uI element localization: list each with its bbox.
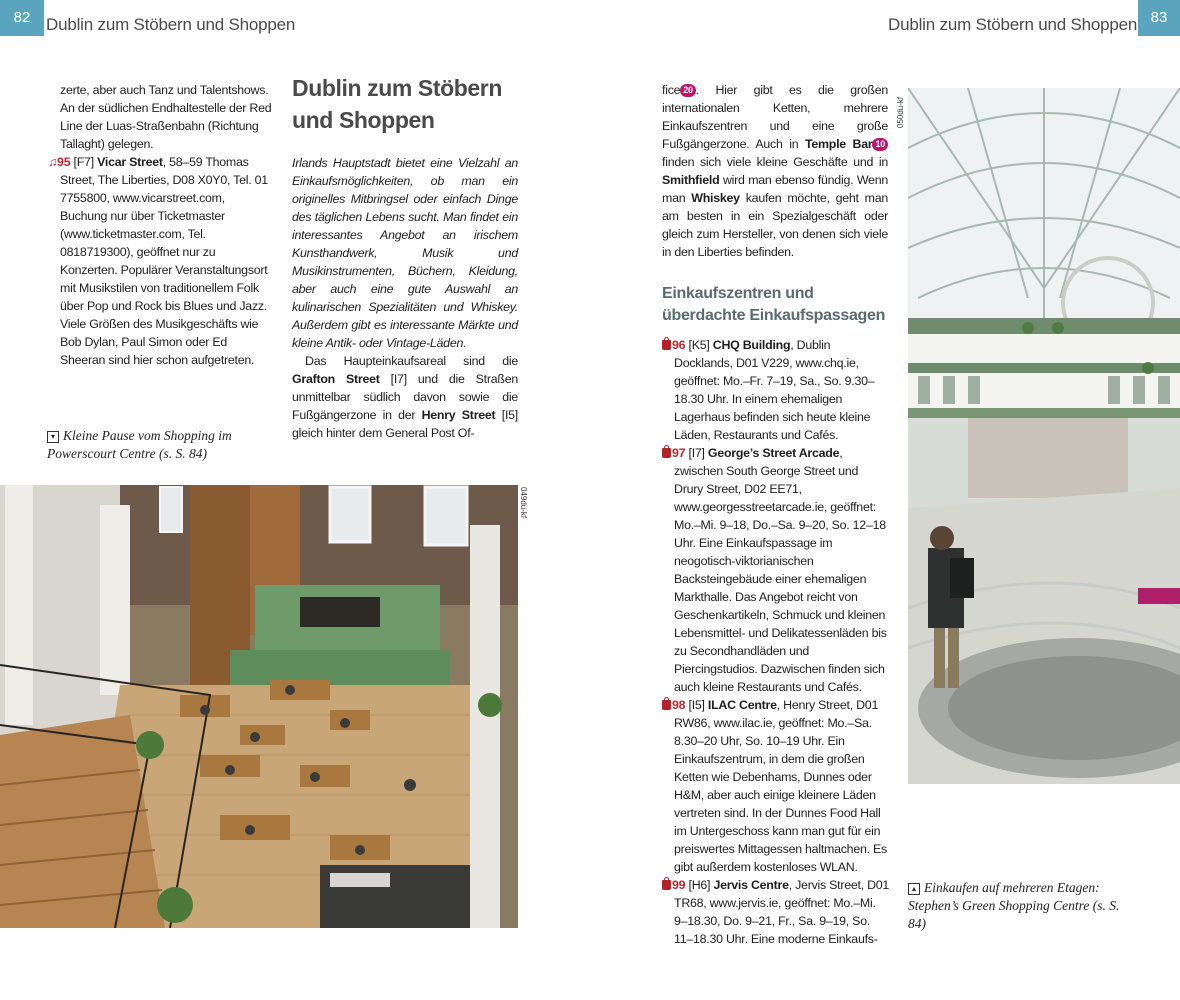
grafton-street: Grafton Street	[292, 372, 380, 386]
entry-number: 95	[57, 155, 71, 169]
right-column-1	[662, 81, 888, 261]
list-item	[662, 876, 890, 948]
entry-grid: [H6]	[688, 878, 711, 892]
shopping-bag-icon	[662, 340, 671, 350]
entry-name: Vicar Street	[97, 155, 163, 169]
photo-credit-left: 049du-kf	[519, 487, 528, 519]
entry-text: , 58–59 Thomas Street, The Liberties, D08 X0Y0, Tel. 01 7755800, www.vicarstreet.com, Buchung nur über Ticketmaster (www.ticketmaster.com, Tel. 0818719300), geöffnet nur zu Konzerten. Populärer Veranstaltungsort mit Musikstilen von traditionellem Folk über Pop und Rock bis Blues und Jazz. Viele Größen des Musikgeschäfts wie Bob Dylan, Paul Simon oder Ed Sheeran sind hier schon aufgetreten.	[60, 155, 268, 367]
list-item	[662, 696, 890, 876]
body-d: [I5] gleich hinter dem General Post Of-	[292, 408, 518, 440]
entry-text: , Henry Street, D01 RW86, www.ilac.ie, geöffnet: Mo.–Sa. 8.30–20 Uhr, So. 10–19 Uhr. Ein Einkaufszentrum, in dem die großen Ketten wie Debenhams, Dunnes oder H&M, aber auch einige kleinere Läden vertreten sind. In der Dunnes Food Hall im Untergeschoss kann man gut für ein preiswertes Mittagessen haltmachen. Es gibt außerdem kostenloses WLAN.	[674, 698, 887, 874]
body-a: Das Haupteinkaufsareal sind die	[305, 354, 518, 368]
body-paragraph	[292, 352, 518, 442]
entry-number: 96	[672, 338, 686, 352]
caption-right-text: Einkaufen auf mehreren Etagen: Stephen’s Green Shopping Centre (s. S. 84)	[908, 880, 1120, 931]
list-item	[662, 444, 890, 696]
entry-text: , Dublin Docklands, D01 V229, www.chq.ie, geöffnet: Mo.–Fr. 7–19, Sa., So. 9.30–18.30 Uhr. In einem ehemaligen Lagerhaus befinden sich heute kleine Läden, Restaurants und Cafés.	[674, 338, 875, 442]
p1-d: wird man ebenso fündig. Wenn man	[662, 173, 888, 205]
entry-grid: [F7]	[73, 155, 94, 169]
left-column-1	[48, 81, 274, 369]
sight-badge-10: 10	[872, 138, 888, 151]
entry-name: ILAC Centre	[707, 698, 777, 712]
continuation-text: zerte, aber auch Tanz und Talentshows. An der südlichen Endhaltestelle der Red Line der Luas-Straßenbahn (Richtung Tallaght) gelegen.	[60, 83, 272, 151]
right-column-entries	[662, 336, 890, 948]
left-column-2	[292, 154, 518, 442]
running-head-right: Dublin zum Stöbern und Shoppen	[888, 15, 1138, 34]
entry-name: George’s Street Arcade	[707, 446, 840, 460]
arrow-down-box-icon: ▾	[47, 431, 59, 443]
caption-right	[908, 879, 1128, 933]
section-title-line-2: und Shoppen	[292, 107, 435, 133]
caption-left-text: Kleine Pause vom Shopping im Powerscourt Centre (s. S. 84)	[47, 428, 232, 461]
caption-left	[47, 427, 247, 463]
entry-95	[48, 153, 274, 369]
entry-text: , zwischen South George Street und Drury Street, D02 EE71, www.georgesstreetarcade.ie, geöffnet: Mo.–Mi. 9–18, Do.–Sa. 9–20, So. 12–18 Uhr. Eine Einkaufspassage im neogotisch-viktorianischen Backsteingebäude einer ehemaligen Markthalle. Das Angebot reicht von Geschenkartikeln, Schmuck und kleinen Lebensmittel- und Delikatessenläden bis zu Secondhandläden und Piercingstudios. Dazwischen finden sich auch kleine Restaurants und Cafés.	[674, 446, 887, 694]
body-c: [I7] und die Straßen unmittelbar südlich davon sowie die Fußgängerzone in der	[292, 372, 518, 422]
sight-badge-20: 20	[680, 84, 696, 97]
section-title-line-1: Dublin zum Stöbern	[292, 75, 503, 101]
music-venue-icon: ♫	[48, 155, 58, 169]
subheading-shopping-centres	[662, 283, 902, 327]
intro-continuation	[662, 81, 888, 261]
entry-text: , Jervis Street, D01 TR68, www.jervis.ie, geöffnet: Mo.–Mi. 9–18.30, Do. 9–21, Fr., Sa. 9–19, So. 11–18.30 Uhr. Eine moderne Einkaufs-	[674, 878, 890, 946]
page-number-left: 82	[0, 0, 44, 36]
photo-stephens-green-centre	[908, 88, 1180, 784]
entry-grid: [I7]	[688, 446, 705, 460]
entry-name: CHQ Building	[712, 338, 791, 352]
page-number-right: 83	[1138, 0, 1180, 36]
shopping-bag-icon	[662, 700, 671, 710]
entry-name: Jervis Centre	[713, 878, 789, 892]
entry-number: 97	[672, 446, 686, 460]
temple-bar: Temple Bar	[804, 137, 873, 151]
subheading-line-1: Einkaufszentren und	[662, 285, 814, 302]
entry-grid: [K5]	[688, 338, 710, 352]
p1-e: kaufen möchte, geht man am besten in ein Spezialgeschäft oder gleich zum Hersteller, von denen sich viele in den Liberties befinden.	[662, 191, 888, 259]
running-head-left: Dublin zum Stöbern und Shoppen	[46, 15, 296, 34]
photo-powerscourt-centre	[0, 485, 518, 928]
photo-credit-right: 050du-kf	[896, 96, 905, 128]
whiskey: Whiskey	[691, 191, 740, 205]
intro-text: Irlands Hauptstadt bietet eine Vielzahl an Einkaufsmöglichkeiten, ob man ein originelles Mitbringsel oder einfach Dinge des täglichen Lebens sucht. Man findet ein interessantes Angebot an irischem Kunsthandwerk, Musik und Musikinstrumenten, Büchern, Kleidung, aber auch eine gute Auswahl an kulinarischen Spezialitäten und Whiskey. Außerdem gibt es interessante Märkte und kleine Antik- oder Vintage-Läden.	[292, 156, 518, 350]
arrow-up-box-icon: ▴	[908, 883, 920, 895]
smithfield: Smithfield	[662, 173, 720, 187]
henry-street: Henry Street	[421, 408, 496, 422]
list-item	[662, 336, 890, 444]
entry-number: 99	[672, 878, 686, 892]
entry-number: 98	[672, 698, 686, 712]
shopping-bag-icon	[662, 448, 671, 458]
section-title	[292, 72, 502, 136]
p1-c: finden sich viele kleine Geschäfte und in	[662, 155, 888, 169]
shopping-bag-icon	[662, 880, 671, 890]
entry-grid: [I5]	[688, 698, 705, 712]
subheading-line-2: überdachte Einkaufspassagen	[662, 307, 886, 324]
p1-b: . Hier gibt es die großen internationalen Ketten, mehrere Einkaufszentren und eine große Fußgängerzone. Auch in	[662, 83, 888, 151]
p1-a: fice	[662, 83, 681, 97]
